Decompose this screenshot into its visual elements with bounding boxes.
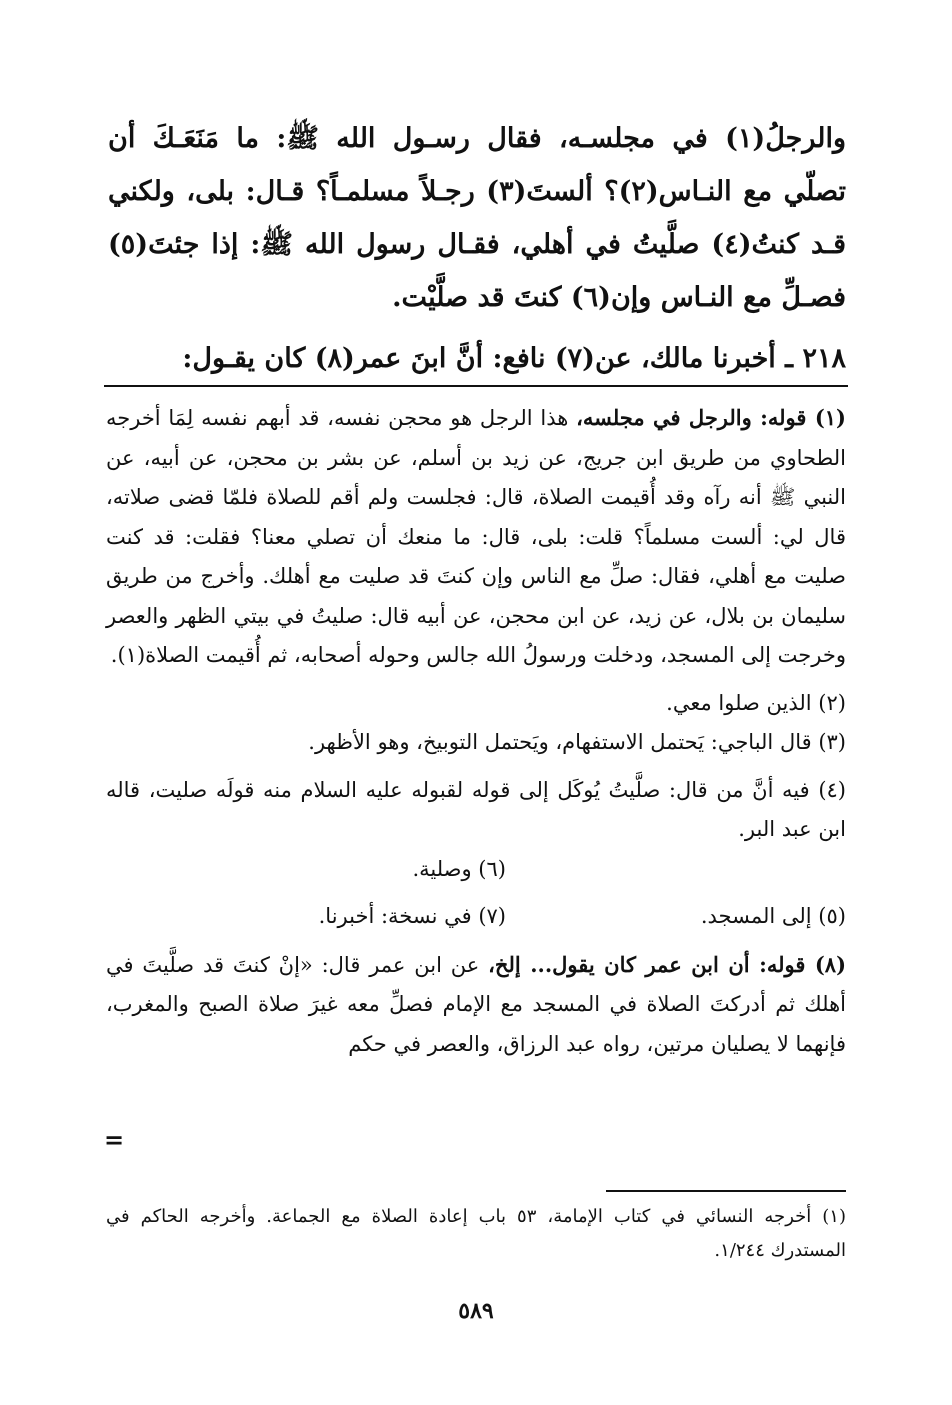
notes-row-5-7 [106, 897, 846, 937]
note-5: (٥) إلى المسجد. [700, 904, 846, 928]
hadith-218: ٢١٨ ـ أخبرنا مالك، عن(٧) نافع: أنَّ ابنَ عمر(٨) كان يقـول: [182, 343, 846, 374]
note-8 [106, 945, 846, 1065]
notes-row-6 [106, 850, 846, 890]
main-paragraph: والرجلُ(١) في مجلسـه، فقال رسـول الله ﷺ: ما مَنَعَـكَ أن تصلّي مع النـاس(٢)؟ ألستَ(٣) رجـلاً مسلمـاً؟ قـال: بلى، ولكني قـد كنتُ(٤) صلَّيتُ في أهلي، فقـال رسول الله ﷺ: إذا جئتَ(٥) فصـلِّ مع النـاس وإن(٦) كنتَ قد صلَّيْت. [108, 123, 847, 313]
page-number: ٥٨٩ [458, 1298, 494, 1324]
editor-subnote [106, 1200, 846, 1268]
subnote-1: (١) أخرجه النسائي في كتاب الإمامة، ٥٣ باب إعادة الصلاة مع الجماعة. وأخرجه الحاكم في المستدرك ١/٢٤٤. [106, 1206, 846, 1261]
note-8-lead: (٨) قوله: أن ابن عمر كان يقول... إلخ، [488, 951, 846, 977]
note-1 [106, 398, 846, 676]
commentary-notes [106, 398, 846, 1064]
note-4: (٤) فيه أنَّ من قال: صلَّيتُ يُوكَل إلى قوله لقبوله عليه السلام منه قولَه صليت، قاله ابن عبد البر. [106, 777, 846, 841]
note-1-lead: (١) قوله: والرجل في مجلسه، [576, 405, 846, 430]
note-8-body: عن ابن عمر قال: «إنْ كنتَ قد صلَّيتَ في أهلك ثم أدركتَ الصلاة في المسجد مع الإمام فصلِّ معه غيرَ صلاة الصبح والمغرب، فإنهما لا يصليان مرتين، رواه عبد الرزاق، والعصر في حكم [106, 952, 846, 1056]
note-2: (٢) الذين صلوا معي. [666, 690, 846, 715]
note-7: (٧) في نسخة: أخبرنا. [318, 904, 506, 928]
note-3: (٣) قال الباجي: يَحتمل الاستفهام، ويَحتمل التوبيخ، وهو الأظهر. [308, 730, 846, 754]
continuation-mark: = [104, 1126, 125, 1154]
main-text [108, 112, 846, 385]
note-1-body: هذا الرجل هو محجن نفسه، قد أبهم نفسه لِمَا أخرجه الطحاوي من طريق ابن جريج، عن زيد بن أسلم، عن بشر بن محجن، عن أبيه، عن النبي ﷺ أنه رآه وقد أُقيمت الصلاة، قال: فجلست ولم أقم للصلاة فلمّا قضى صلاته، قال لي: ألست مسلماً؟ قلت: بلى، قال: ما منعك أن تصلي معنا؟ فقلت: قد كنت صليت مع أهلي، فقال: صلِّ مع الناس وإن كنتَ قد صليت مع أهلك. وأخرج من طريق سليمان بن بلال، عن زيد، عن ابن محجن، عن أبيه قال: صليتُ في بيتي الظهر والعصر وخرجت إلى المسجد، ودخلت ورسولُ الله جالس وحوله أصحابه، ثم أُقيمت الصلاة(١). [106, 406, 846, 667]
subnote-divider [606, 1190, 846, 1192]
note-6: (٦) وصلية. [412, 856, 506, 881]
main-footnote-divider [104, 385, 848, 387]
